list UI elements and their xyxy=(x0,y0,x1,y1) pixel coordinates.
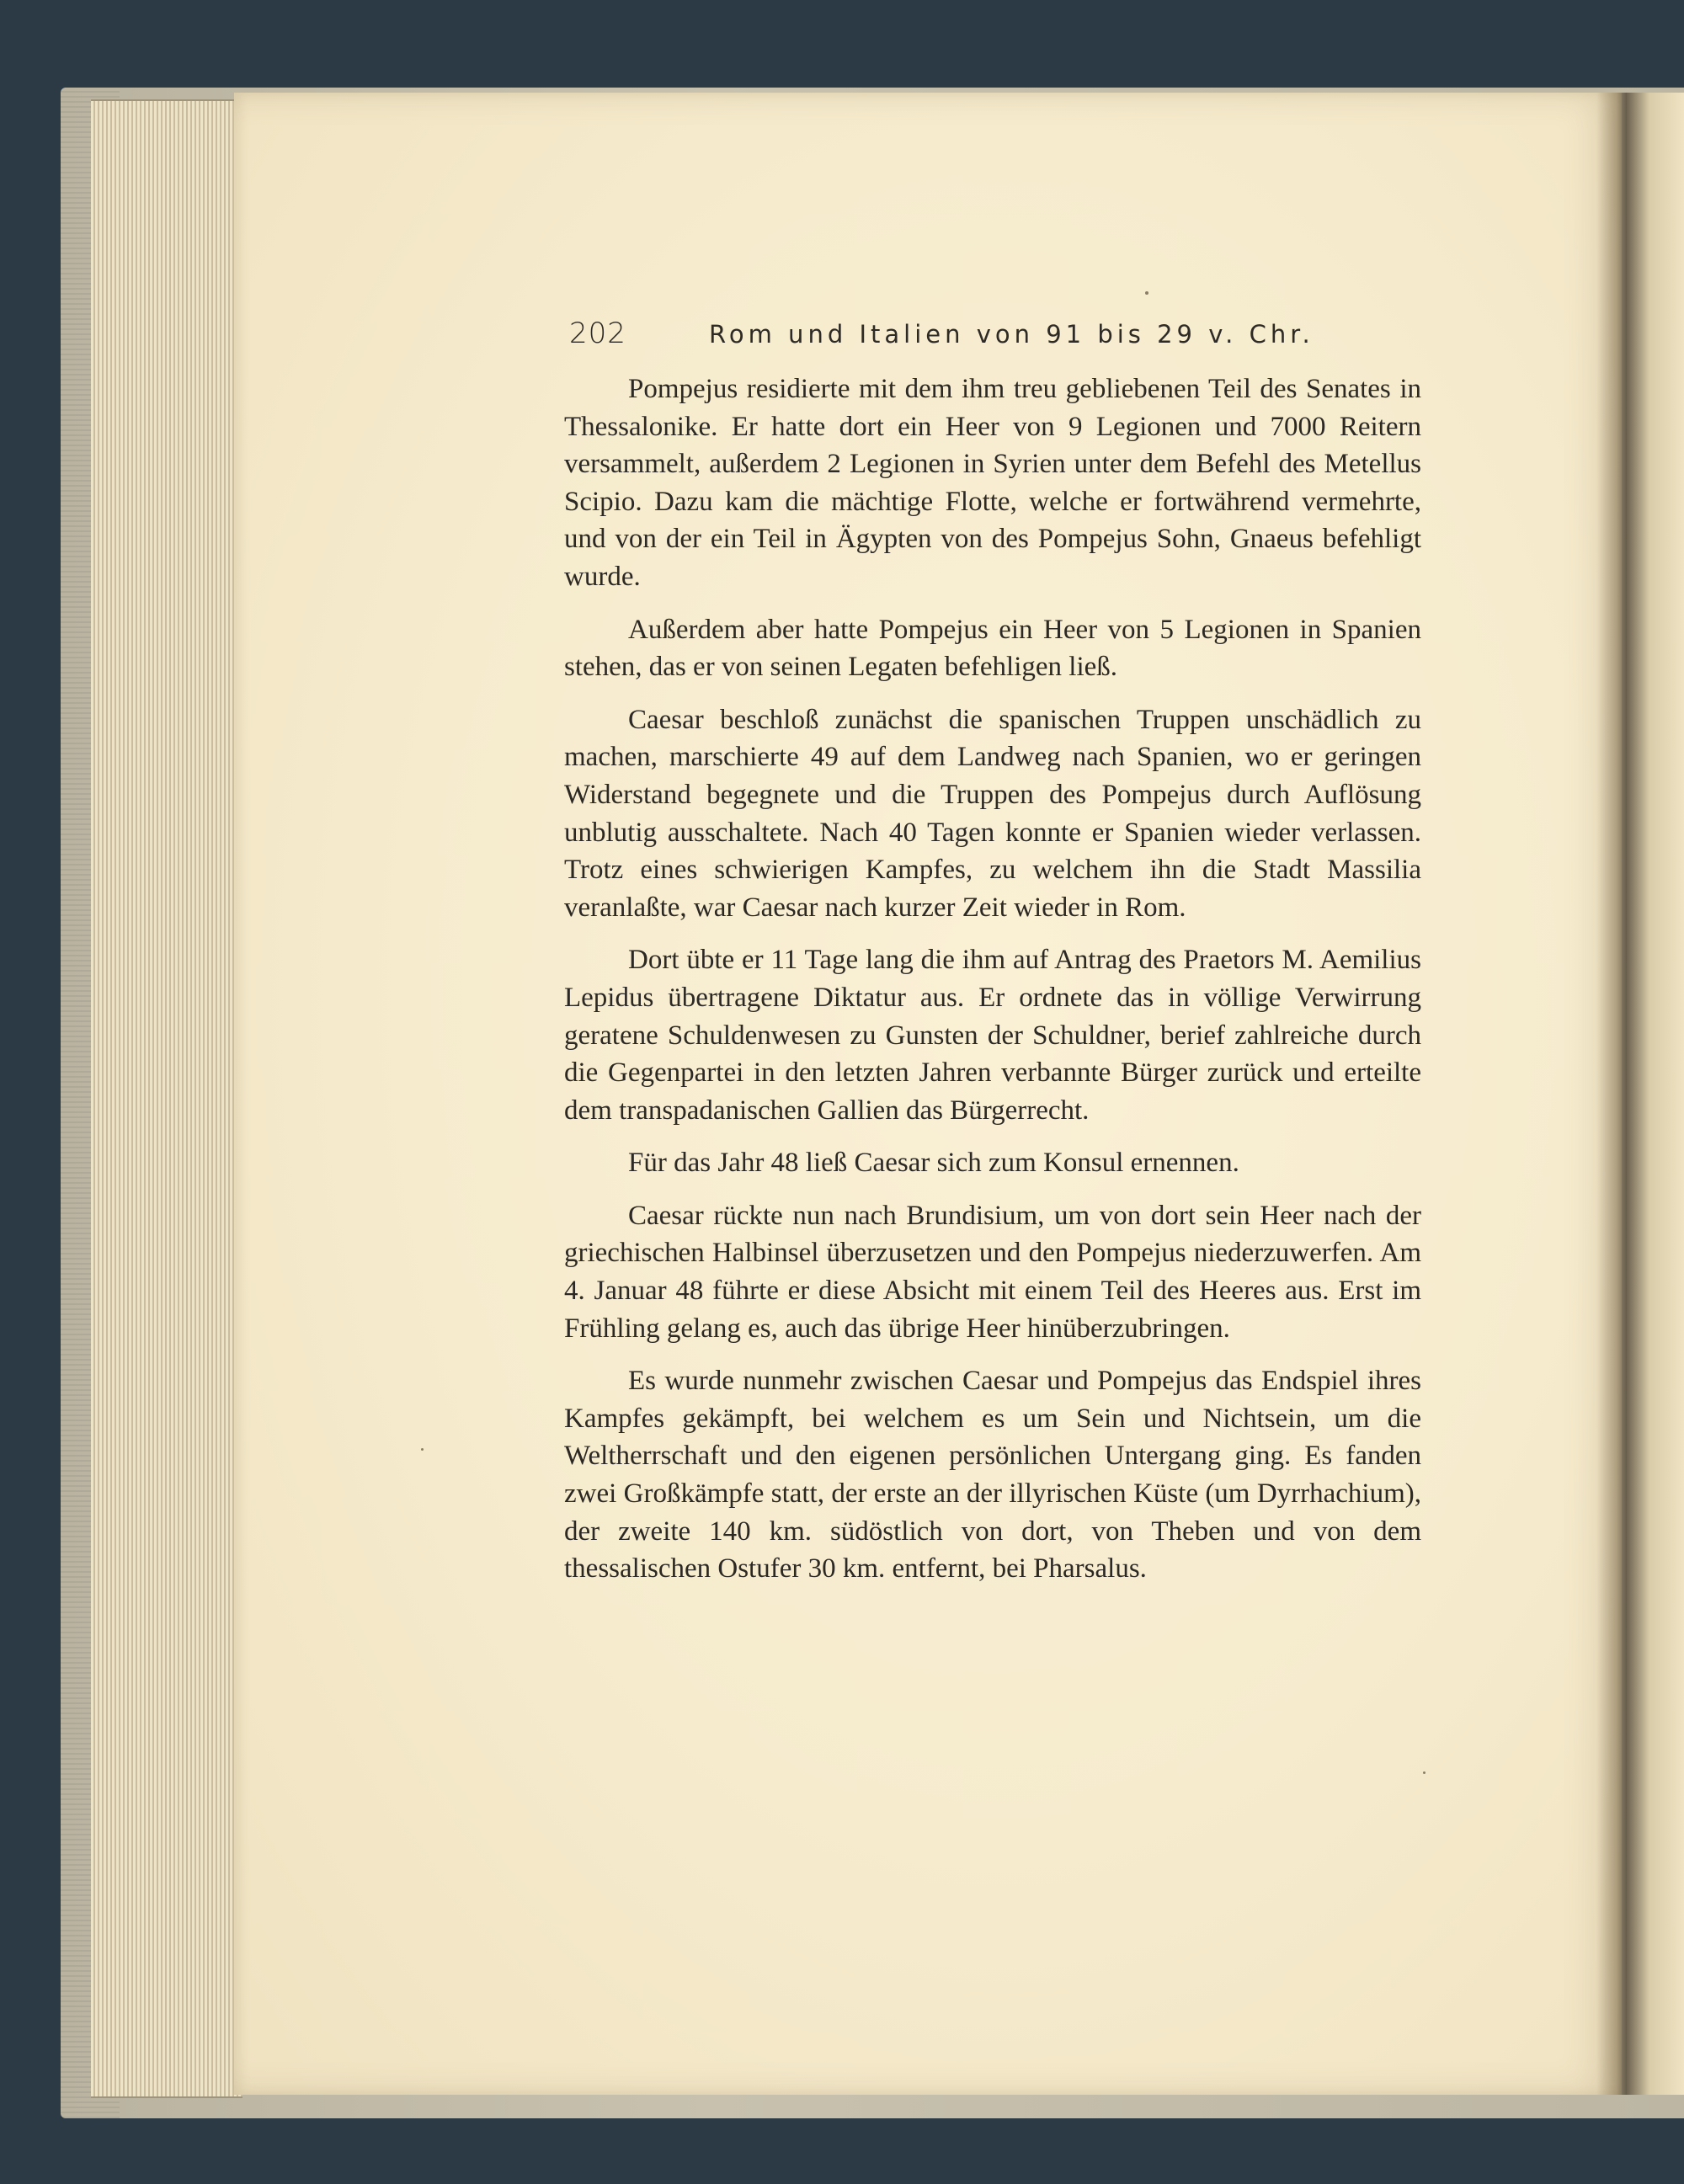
running-title: Rom und Italien von 91 bis 29 v. Chr. xyxy=(709,320,1314,349)
body-text xyxy=(564,370,1421,1603)
paragraph: Pompejus residierte mit dem ihm treu gebliebenen Teil des Senates in Thessalonike. Er hatte dort ein Heer von 9 Legionen und 7000 Reitern versammelt, außerdem 2 Legionen in Syrien unter dem Befehl des Metellus Scipio. Dazu kam die mächtige Flotte, welche er fortwährend vermehrte, und von der ein Teil in Ägypten von des Pompejus Sohn, Gnaeus befehligt wurde. xyxy=(564,374,1421,592)
paragraph: Caesar beschloß zunächst die spanischen Truppen unschädlich zu machen, marschierte 49 auf dem Landweg nach Spanien, wo er geringen Widerstand begegnete und die Truppen des Pompejus durch Auflösung unblutig ausschaltete. Nach 40 Tagen konnte er Spanien wieder verlassen. Trotz eines schwierigen Kampfes, zu welchem ihn die Stadt Massilia veranlaßte, war Caesar nach kurzer Zeit wieder in Rom. xyxy=(564,704,1421,923)
paper-speck xyxy=(1423,1771,1426,1774)
paragraph: Es wurde nunmehr zwischen Caesar und Pompejus das Endspiel ihres Kampfes gekämpft, bei welchem es um Sein und Nichtsein, um die Weltherrschaft und den eigenen persönlichen Untergang ging. Es fanden zwei Großkämpfe statt, der erste an der illyrischen Küste (um Dyrrhachium), der zweite 140 km. südöstlich von dort, von Theben und von dem thessalischen Ostufer 30 km. entfernt, bei Pharsalus. xyxy=(564,1366,1421,1585)
page-edges xyxy=(91,99,242,2098)
paper-speck xyxy=(1145,291,1148,295)
paragraph: Caesar rückte nun nach Brundisium, um von dort sein Heer nach der griechischen Halbinsel überzusetzen und den Pompejus niederzuwerfen. Am 4. Januar 48 führte er diese Absicht mit einem Teil des Heeres aus. Erst im Frühling gelang es, auch das übrige Heer hinüberzubringen. xyxy=(564,1200,1421,1344)
page-header xyxy=(569,317,1314,357)
paper-speck xyxy=(421,1448,424,1451)
page-number: 202 xyxy=(569,317,626,350)
paragraph: Für das Jahr 48 ließ Caesar sich zum Konsul ernennen. xyxy=(628,1148,1239,1179)
facing-page-edge xyxy=(1627,93,1684,2095)
paragraph: Außerdem aber hatte Pompejus ein Heer von 5 Legionen in Spanien stehen, das er von seinen Legaten befehligen ließ. xyxy=(564,614,1421,683)
book-gutter xyxy=(1596,93,1630,2095)
paragraph: Dort übte er 11 Tage lang die ihm auf Antrag des Praetors M. Aemilius Lepidus übertragene Diktatur aus. Er ordnete das in völlige Verwirrung geratene Schuldenwesen zu Gunsten der Schuldner, berief zahlreiche durch die Gegenpartei in den letzten Jahren verbannte Bürger zurück und erteilte dem transpadanischen Gallien das Bürgerrecht. xyxy=(564,945,1421,1126)
